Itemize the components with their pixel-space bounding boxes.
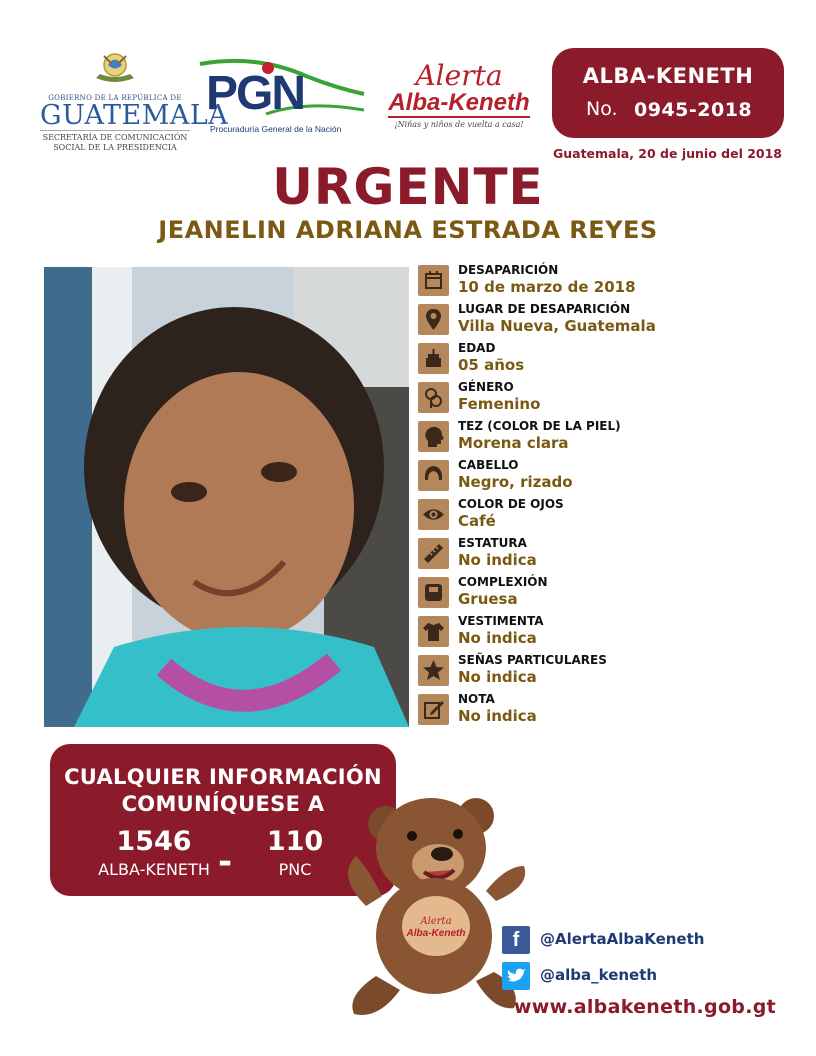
location-pin-icon — [418, 304, 449, 335]
head-silhouette-icon — [418, 421, 449, 452]
detail-value: Negro, rizado — [458, 473, 573, 491]
note-edit-icon — [418, 694, 449, 725]
pgn-wordmark: PGN — [206, 67, 305, 120]
alert-word: Alerta — [415, 59, 503, 92]
scale-icon — [418, 577, 449, 608]
pgn-subtitle: Procuraduría General de la Nación — [210, 124, 342, 134]
phone-pnc[interactable]: 110 — [266, 826, 324, 857]
urgent-heading: URGENTE — [272, 158, 544, 216]
birthday-cake-icon — [418, 343, 449, 374]
pgn-logo — [196, 54, 368, 140]
detail-label: ESTATURA — [458, 536, 527, 550]
detail-skin-tone — [418, 419, 798, 456]
case-number: 0945-2018 — [634, 99, 753, 121]
detail-value: 10 de marzo de 2018 — [458, 278, 636, 296]
eye-icon — [418, 499, 449, 530]
detail-height — [418, 536, 798, 573]
detail-label: TEZ (COLOR DE LA PIEL) — [458, 419, 621, 433]
detail-note — [418, 692, 798, 729]
alert-tagline: ¡Niñas y niños de vuelta a casa! — [394, 120, 524, 129]
case-title: ALBA-KENETH — [582, 64, 754, 88]
detail-label: SEÑAS PARTICULARES — [458, 653, 607, 667]
guatemala-government-logo — [40, 48, 229, 158]
mascot-badge-name: Alba-Keneth — [406, 928, 466, 939]
missing-child-photo — [44, 267, 409, 727]
detail-value: Morena clara — [458, 434, 569, 452]
detail-label: GÉNERO — [458, 380, 514, 394]
gov-sub-line1: SECRETARÍA DE COMUNICACIÓN — [40, 130, 190, 143]
detail-value: Villa Nueva, Guatemala — [458, 317, 656, 335]
phone-separator: - — [218, 842, 233, 882]
detail-value: No indica — [458, 668, 537, 686]
detail-label: COLOR DE OJOS — [458, 497, 564, 511]
phone-alba-keneth[interactable]: 1546 — [116, 826, 192, 857]
detail-gender — [418, 380, 798, 417]
facebook-handle[interactable]: @AlertaAlbaKeneth — [540, 930, 705, 948]
hair-icon — [418, 460, 449, 491]
detail-label: COMPLEXIÓN — [458, 575, 548, 589]
issue-date: Guatemala, 20 de junio del 2018 — [552, 146, 782, 161]
detail-label: DESAPARICIÓN — [458, 263, 559, 277]
twitter-handle[interactable]: @alba_keneth — [540, 966, 658, 984]
detail-location — [418, 302, 798, 339]
detail-value: 05 años — [458, 356, 525, 374]
star-icon — [418, 655, 449, 686]
gender-icon — [418, 382, 449, 413]
contact-line1: CUALQUIER INFORMACIÓN — [64, 765, 382, 789]
calendar-icon — [418, 265, 449, 296]
twitter-icon[interactable] — [502, 962, 530, 990]
coat-of-arms-icon — [92, 48, 138, 88]
detail-label: CABELLO — [458, 458, 519, 472]
alerta-alba-keneth-logo — [384, 59, 534, 142]
shirt-icon — [418, 616, 449, 647]
detail-distinguishing-marks — [418, 653, 798, 690]
detail-clothing — [418, 614, 798, 651]
case-number-box — [552, 48, 784, 138]
detail-eye-color — [418, 497, 798, 534]
phone-pnc-label: PNC — [278, 860, 312, 879]
case-number-label: No. — [586, 98, 618, 120]
facebook-icon[interactable]: f — [502, 926, 530, 954]
gov-sub-line2: SOCIAL DE LA PRESIDENCIA — [53, 143, 177, 152]
detail-value: No indica — [458, 551, 537, 569]
contact-line2: COMUNÍQUESE A — [121, 792, 325, 816]
detail-label: EDAD — [458, 341, 496, 355]
detail-label: VESTIMENTA — [458, 614, 544, 628]
mascot-badge-word: Alerta — [420, 916, 452, 927]
detail-value: No indica — [458, 629, 537, 647]
alert-name: Alba-Keneth — [388, 89, 530, 116]
gov-name: GUATEMALA — [40, 100, 229, 131]
detail-value: Gruesa — [458, 590, 518, 608]
detail-label: NOTA — [458, 692, 495, 706]
gov-top-text: GOBIERNO DE LA REPÚBLICA DE — [48, 94, 182, 102]
detail-build — [418, 575, 798, 612]
detail-value: Femenino — [458, 395, 541, 413]
detail-hair — [418, 458, 798, 495]
detail-value: Café — [458, 512, 496, 530]
detail-age — [418, 341, 798, 378]
website-link[interactable]: www.albakeneth.gob.gt — [513, 996, 776, 1018]
detail-value: No indica — [458, 707, 537, 725]
phone-alba-keneth-label: ALBA-KENETH — [98, 860, 210, 879]
ruler-icon — [418, 538, 449, 569]
detail-label: LUGAR DE DESAPARICIÓN — [458, 302, 631, 316]
detail-disappearance-date — [418, 263, 798, 300]
missing-person-name: JEANELIN ADRIANA ESTRADA REYES — [158, 216, 658, 244]
